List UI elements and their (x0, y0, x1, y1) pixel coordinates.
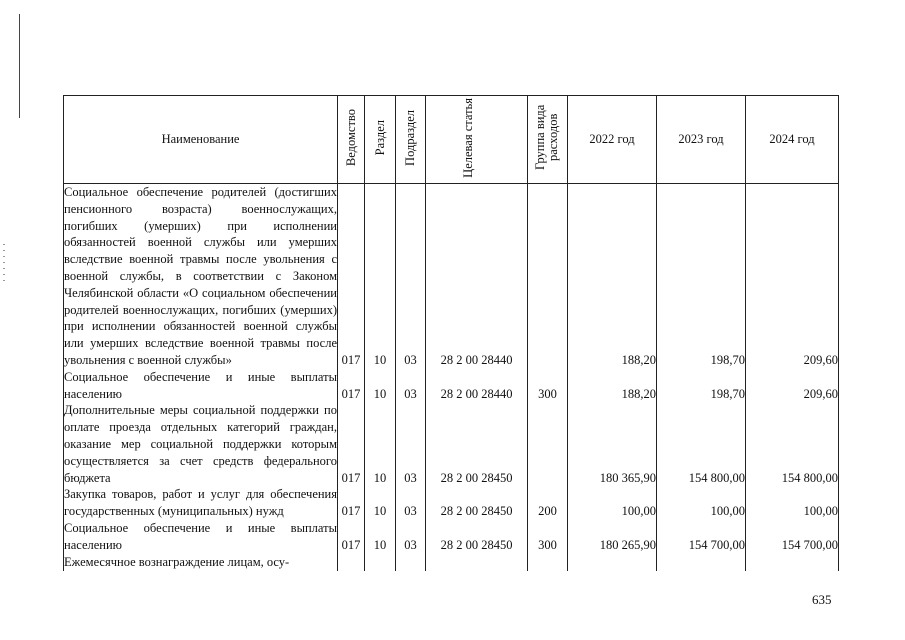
row-ved: 017 (338, 184, 365, 369)
budget-table (63, 95, 839, 571)
row-celevaya: 28 2 00 28440 (426, 369, 528, 403)
row-razdel (365, 554, 396, 571)
row-2022: 180 265,90 (568, 520, 657, 554)
row-2024 (746, 554, 839, 571)
header-2023: 2023 год (657, 96, 746, 184)
row-ved: 017 (338, 520, 365, 554)
row-2023: 154 700,00 (657, 520, 746, 554)
row-ved: 017 (338, 369, 365, 403)
row-2024: 209,60 (746, 369, 839, 403)
row-ved: 017 (338, 486, 365, 520)
row-razdel: 10 (365, 369, 396, 403)
row-vr: 300 (528, 369, 568, 403)
row-celevaya: 28 2 00 28450 (426, 486, 528, 520)
row-vr: 200 (528, 486, 568, 520)
page-number: 635 (812, 592, 832, 607)
row-vr (528, 402, 568, 486)
table-header (64, 96, 839, 184)
row-podrazdel: 03 (396, 402, 426, 486)
row-celevaya: 28 2 00 28450 (426, 402, 528, 486)
header-2024: 2024 год (746, 96, 839, 184)
row-podrazdel: 03 (396, 520, 426, 554)
row-2023: 198,70 (657, 369, 746, 403)
row-razdel: 10 (365, 184, 396, 369)
row-celevaya (426, 554, 528, 571)
table-row (64, 554, 839, 571)
header-razdel: Раздел (365, 96, 396, 184)
scan-edge-dots (3, 244, 5, 284)
row-ved: 017 (338, 402, 365, 486)
row-2022: 180 365,90 (568, 402, 657, 486)
row-2023: 154 800,00 (657, 402, 746, 486)
row-2024: 100,00 (746, 486, 839, 520)
row-2022: 100,00 (568, 486, 657, 520)
row-podrazdel (396, 554, 426, 571)
row-vr: 300 (528, 520, 568, 554)
header-podrazdel: Подраздел (396, 96, 426, 184)
row-name: Социальное обеспечение и иные выплаты населению (64, 520, 337, 552)
header-vedomstvo: Ведомство (338, 96, 365, 184)
header-gruppa-vida-rashodov: Группа вида расходов (528, 96, 568, 184)
row-podrazdel: 03 (396, 486, 426, 520)
row-2024: 154 700,00 (746, 520, 839, 554)
row-2022 (568, 554, 657, 571)
table-row (64, 402, 839, 486)
table-row (64, 184, 839, 369)
row-2023 (657, 554, 746, 571)
row-razdel: 10 (365, 486, 396, 520)
header-2022: 2022 год (568, 96, 657, 184)
row-razdel: 10 (365, 402, 396, 486)
table-row (64, 486, 839, 520)
row-celevaya: 28 2 00 28440 (426, 184, 528, 369)
row-name: Дополнительные меры социальной поддержки по оплате проезда отдельных категорий граждан, оказание мер социальной поддержки которым осуществляется за счет средств федерального бюджета (64, 403, 337, 485)
row-2024: 154 800,00 (746, 402, 839, 486)
row-razdel: 10 (365, 520, 396, 554)
header-name: Наименование (64, 96, 338, 184)
row-vr (528, 184, 568, 369)
header-celevaya-statya: Целевая статья (426, 96, 528, 184)
row-name: Социальное обеспечение и иные выплаты населению (64, 369, 337, 401)
row-name: Социальное обеспечение родителей (достигших пенсионного возраста) военнослужащих, погибших (умерших) при исполнении обязанностей военной службы или умерших вследствие военной травмы после увольнения с военной службы, в соответствии с Законом Челябинской области «О социальном обеспечении родителей военнослужащих, погибших (умерших) при исполнении обязанностей военной службы или умерших вследствие военной травмы после увольнения с военной службы» (64, 185, 337, 367)
row-2023: 198,70 (657, 184, 746, 369)
row-podrazdel: 03 (396, 369, 426, 403)
row-ved (338, 554, 365, 571)
row-celevaya: 28 2 00 28450 (426, 520, 528, 554)
row-2022: 188,20 (568, 184, 657, 369)
row-name: Ежемесячное вознаграждение лицам, осу- (64, 554, 338, 571)
row-2022: 188,20 (568, 369, 657, 403)
row-2024: 209,60 (746, 184, 839, 369)
scan-edge-line (19, 14, 20, 118)
row-vr (528, 554, 568, 571)
row-2023: 100,00 (657, 486, 746, 520)
table-body (64, 184, 839, 571)
row-podrazdel: 03 (396, 184, 426, 369)
table-row (64, 520, 839, 554)
table-row (64, 369, 839, 403)
row-name: Закупка товаров, работ и услуг для обеспечения государственных (муниципальных) нужд (64, 487, 337, 519)
